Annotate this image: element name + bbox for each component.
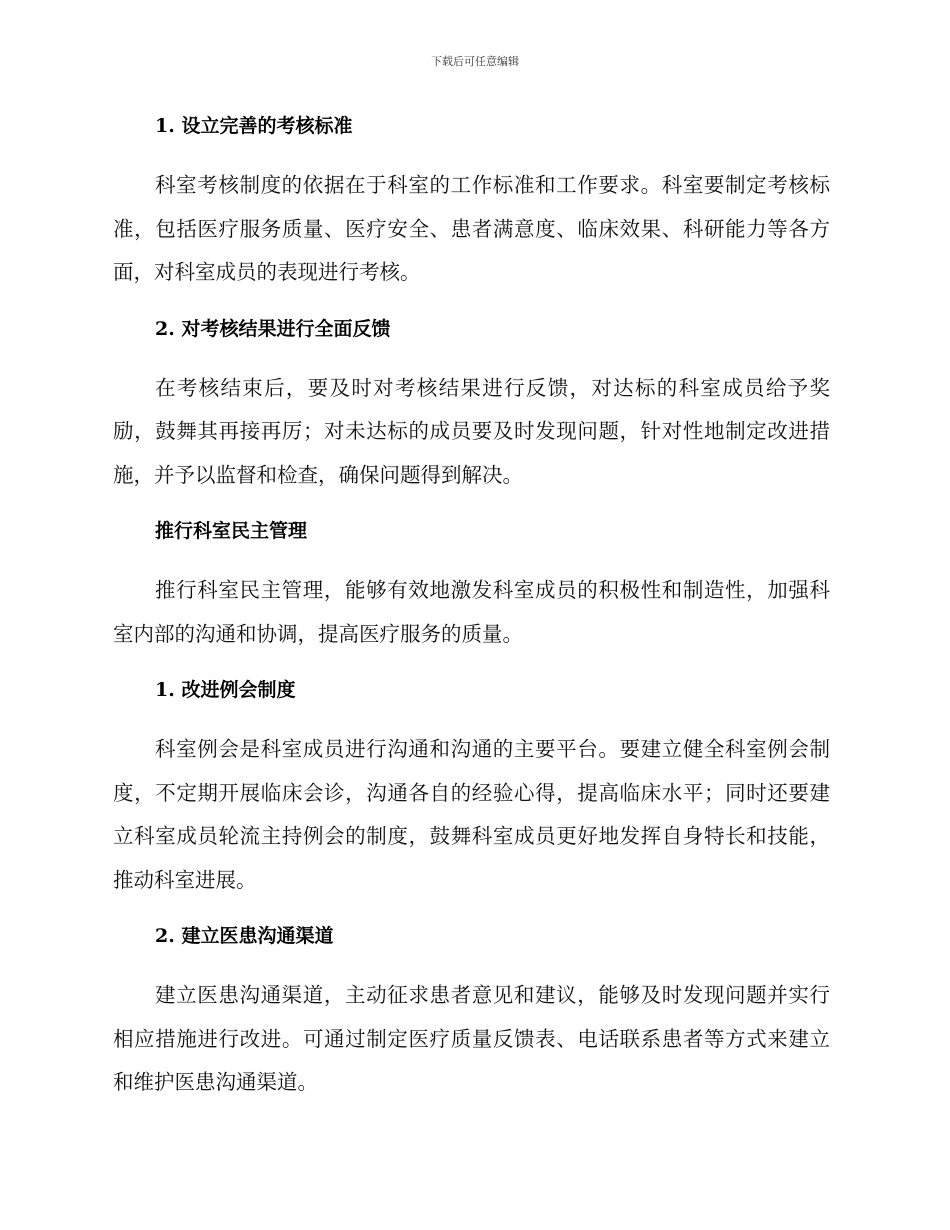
document-body [113,110,830,1105]
section-heading: 2. 对考核结果进行全面反馈 [155,317,391,340]
section-paragraph: 科室考核制度的依据在于科室的工作标准和工作要求。科室要制定考核标准，包括医疗服务质量、医疗安全、患者满意度、临床效果、科研能力等各方面，对科室成员的表现进行考核。 [113,173,830,284]
section-heading: 1. 改进例会制度 [155,679,296,701]
section-paragraph: 在考核结束后，要及时对考核结果进行反馈，对达标的科室成员给予奖励，鼓舞其再接再厉；对未达标的成员要及时发现问题，针对性地制定改进措施，并予以监督和检查，确保问题得到解决。 [113,375,830,487]
section-doctor-patient-communication [113,920,830,1105]
section-heading: 2. 建立医患沟通渠道 [155,925,334,947]
section-heading: 1. 设立完善的考核标准 [155,115,353,137]
section-assessment-standards [113,110,830,313]
section-democratic-management [113,515,830,674]
section-assessment-feedback [113,313,830,516]
section-paragraph: 科室例会是科室成员进行沟通和沟通的主要平台。要建立健全科室例会制度，不定期开展临床会诊，沟通各自的经验心得，提高临床水平；同时还要建立科室成员轮流主持例会的制度，鼓舞科室成员更好地发挥自身特长和技能，推动科室进展。 [113,737,830,892]
section-meeting-system [113,674,830,920]
section-paragraph: 推行科室民主管理，能够有效地激发科室成员的积极性和制造性，加强科室内部的沟通和协调，提高医疗服务的质量。 [113,578,830,646]
page-header: 下载后可任意编辑 [431,55,519,68]
section-paragraph: 建立医患沟通渠道，主动征求患者意见和建议，能够及时发现问题并实行相应措施进行改进。可通过制定医疗质量反馈表、电话联系患者等方式来建立和维护医患沟通渠道。 [113,983,830,1094]
section-heading: 推行科室民主管理 [155,520,308,542]
